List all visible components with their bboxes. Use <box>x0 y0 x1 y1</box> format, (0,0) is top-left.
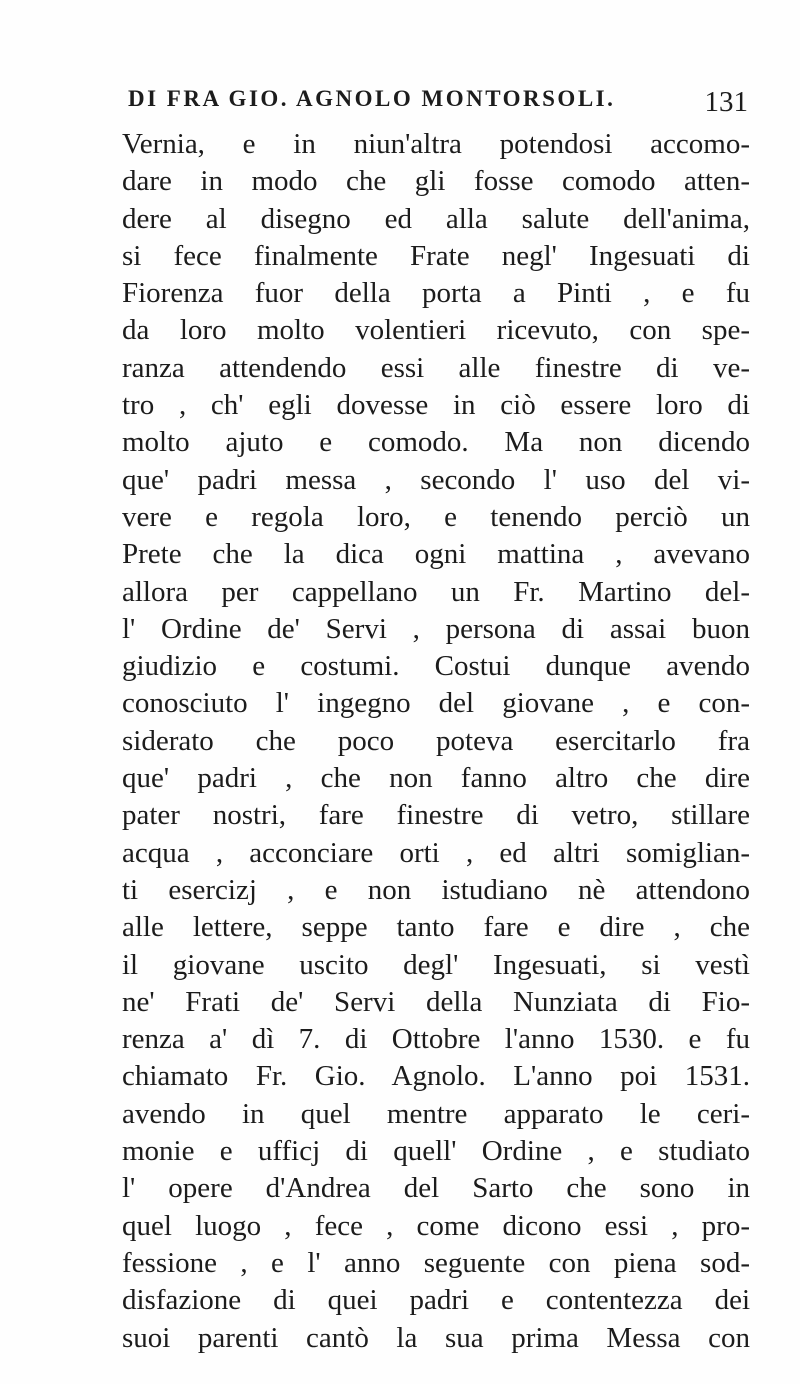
text-line: conosciuto l' ingegno del giovane , e con- <box>122 687 750 720</box>
text-line: tro , ch' egli dovesse in ciò essere loro di <box>122 389 750 422</box>
text-line: siderato che poco poteva esercitarlo fra <box>122 724 750 757</box>
text-line: quel luogo , fece , come dicono essi , pro- <box>122 1209 750 1242</box>
text-line: suoi parenti cantò la sua prima Messa con <box>122 1321 750 1354</box>
text-line: monie e ufficj di quell' Ordine , e studiato <box>122 1135 750 1168</box>
text-line: que' padri messa , secondo l' uso del vi- <box>122 463 750 496</box>
text-line: disfazione di quei padri e contentezza dei <box>122 1284 750 1317</box>
running-head <box>128 86 748 122</box>
text-line: alle lettere, seppe tanto fare e dire , che <box>122 911 750 944</box>
text-line: molto ajuto e comodo. Ma non dicendo <box>122 426 750 459</box>
text-line: il giovane uscito degl' Ingesuati, si vestì <box>122 948 750 981</box>
text-line: acqua , acconciare orti , ed altri somiglian- <box>122 836 750 869</box>
text-line: Prete che la dica ogni mattina , avevano <box>122 538 750 571</box>
text-line: Vernia, e in niun'altra potendosi accomo- <box>122 128 750 160</box>
running-head-title: DI FRA GIO. AGNOLO MONTORSOLI. <box>128 86 616 111</box>
text-line: Fiorenza fuor della porta a Pinti , e fu <box>122 277 750 310</box>
text-line: si fece finalmente Frate negl' Ingesuati di <box>122 239 750 272</box>
text-line: da loro molto volentieri ricevuto, con spe- <box>122 314 750 347</box>
text-line: ti esercizj , e non istudiano nè attendono <box>122 873 750 906</box>
text-line: chiamato Fr. Gio. Agnolo. L'anno poi 1531. <box>122 1060 750 1093</box>
text-line: fessione , e l' anno seguente con piena sod- <box>122 1246 750 1279</box>
text-line: ne' Frati de' Servi della Nunziata di Fio- <box>122 985 750 1018</box>
text-line: pater nostri, fare finestre di vetro, stillare <box>122 799 750 832</box>
text-line: l' Ordine de' Servi , persona di assai buon <box>122 612 750 645</box>
body-text <box>122 126 750 1357</box>
text-line: renza a' dì 7. di Ottobre l'anno 1530. e fu <box>122 1023 750 1056</box>
text-line: dere al disegno ed alla salute dell'anima, <box>122 202 750 235</box>
text-line: vere e regola loro, e tenendo perciò un <box>122 500 750 533</box>
text-line: que' padri , che non fanno altro che dire <box>122 762 750 795</box>
text-line: giudizio e costumi. Costui dunque avendo <box>122 650 750 683</box>
text-line: dare in modo che gli fosse comodo atten- <box>122 165 750 198</box>
text-line: l' opere d'Andrea del Sarto che sono in <box>122 1172 750 1205</box>
text-line: allora per cappellano un Fr. Martino del- <box>122 575 750 608</box>
page-number: 131 <box>704 86 748 118</box>
text-line: ranza attendendo essi alle finestre di ve- <box>122 351 750 384</box>
text-line: avendo in quel mentre apparato le ceri- <box>122 1097 750 1130</box>
